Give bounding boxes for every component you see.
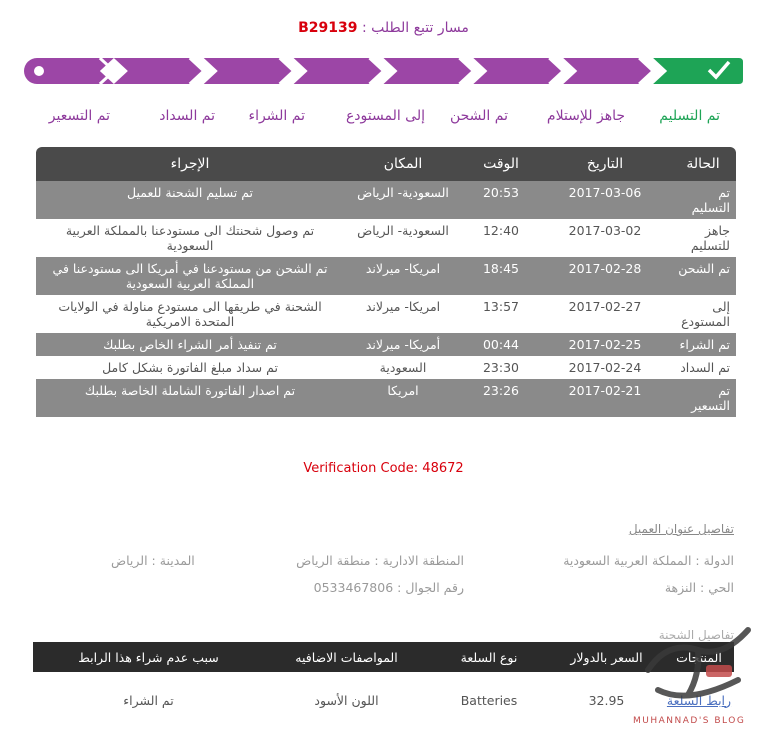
tracking-cell-time: 20:53 <box>462 181 540 219</box>
product-specs: اللون الأسود <box>314 692 379 708</box>
product-price: 32.95 <box>588 692 625 708</box>
tracking-cell-time: 13:57 <box>462 295 540 333</box>
tracking-row <box>36 257 736 295</box>
tracking-cell-status: تم التسليم <box>670 181 736 219</box>
progress-segment <box>653 58 743 84</box>
tracking-cell-status: تم الشراء <box>670 333 736 356</box>
tracking-cell-status: تم الشحن <box>670 257 736 295</box>
tracking-cell-status: تم السداد <box>670 356 736 379</box>
step-labels <box>30 108 730 128</box>
tracking-row <box>36 379 736 417</box>
col-date: التاريخ <box>540 147 670 181</box>
tracking-cell-time: 23:30 <box>462 356 540 379</box>
product-link[interactable]: رابط السلعة <box>666 692 732 708</box>
tracking-title-label: مسار تتبع الطلب : <box>361 20 469 36</box>
progress-segment <box>114 58 204 84</box>
step-to-warehouse: إلى المستودع <box>345 108 425 124</box>
order-code: B29139 <box>298 20 358 36</box>
tracking-cell-time: 00:44 <box>462 333 540 356</box>
tracking-cell-time: 23:26 <box>462 379 540 417</box>
tracking-cell-time: 18:45 <box>462 257 540 295</box>
tracking-cell-status: تم التسعير <box>670 379 736 417</box>
address-city: المدينة : الرياض <box>111 553 195 568</box>
tracking-cell-action: الشحنة في طريقها الى مستودع مناولة في الولايات المتحدة الامريكية <box>36 295 344 333</box>
product-reason: تم الشراء <box>123 692 174 708</box>
tracking-row <box>36 219 736 257</box>
col-reason: سبب عدم شراء هذا الرابط <box>33 642 264 672</box>
progress-segment <box>563 58 653 84</box>
tracking-cell-action: تم سداد مبلغ الفاتورة بشكل كامل <box>36 356 344 379</box>
tracking-cell-status: إلى المستودع <box>670 295 736 333</box>
col-products: المنتجات <box>664 642 734 672</box>
watermark-logo <box>628 610 763 728</box>
tracking-cell-place: أمريكا- ميرلاند <box>344 333 462 356</box>
shipment-title: تفاصيل الشحنة <box>658 628 734 642</box>
tracking-cell-time: 12:40 <box>462 219 540 257</box>
col-place: المكان <box>344 147 462 181</box>
progress-segment <box>384 58 474 84</box>
tracking-row <box>36 181 736 219</box>
step-purchased: تم الشراء <box>248 108 305 124</box>
tracking-cell-action: تم وصول شحنتك الى مستودعنا بالمملكة العربية السعودية <box>36 219 344 257</box>
tracking-cell-date: 2017-02-27 <box>540 295 670 333</box>
tracking-cell-date: 2017-03-06 <box>540 181 670 219</box>
tracking-row <box>36 356 736 379</box>
step-delivered: تم التسليم <box>659 108 720 124</box>
tracking-cell-action: تم الشحن من مستودعنا في أمريكا الى مستودعنا في المملكة العربية السعودية <box>36 257 344 295</box>
tracking-cell-date: 2017-02-28 <box>540 257 670 295</box>
verification-code: Verification Code: 48672 <box>303 461 464 476</box>
address-district: الحي : النزهة <box>664 580 734 595</box>
tracking-cell-status: جاهز للتسليم <box>670 219 736 257</box>
step-paid: تم السداد <box>159 108 215 124</box>
col-time: الوقت <box>462 147 540 181</box>
tracking-table <box>36 147 736 417</box>
progress-segment <box>473 58 563 84</box>
col-type: نوع السلعة <box>429 642 549 672</box>
tracking-cell-date: 2017-02-21 <box>540 379 670 417</box>
start-dot-icon <box>34 66 44 76</box>
tracking-cell-action: تم تسليم الشحنة للعميل <box>36 181 344 219</box>
watermark-text: MUHANNAD'S BLOG <box>633 716 746 726</box>
tracking-cell-action: تم تنفيذ أمر الشراء الخاص بطلبك <box>36 333 344 356</box>
progress-segment <box>204 58 294 84</box>
tracking-cell-action: تم اصدار الفاتورة الشاملة الخاصة بطلبك <box>36 379 344 417</box>
address-mobile: رقم الجوال : 0533467806 <box>313 580 464 595</box>
progress-bar <box>24 58 744 88</box>
tracking-cell-place: السعودية- الرياض <box>344 181 462 219</box>
address-region: المنطقة الادارية : منطقة الرياض <box>296 553 464 568</box>
tracking-cell-date: 2017-02-25 <box>540 333 670 356</box>
tracking-cell-place: امريكا <box>344 379 462 417</box>
col-specs: المواصفات الاضافيه <box>264 642 429 672</box>
progress-segment <box>294 58 384 84</box>
col-status: الحالة <box>670 147 736 181</box>
col-action: الإجراء <box>36 147 344 181</box>
col-price: السعر بالدولار <box>549 642 664 672</box>
tracking-cell-place: السعودية- الرياض <box>344 219 462 257</box>
address-country: الدولة : المملكة العربية السعودية <box>563 553 734 568</box>
tracking-cell-place: امريكا- ميرلاند <box>344 295 462 333</box>
tracking-title <box>0 20 767 36</box>
product-type: Batteries <box>460 692 518 708</box>
tracking-row <box>36 295 736 333</box>
address-title: تفاصيل عنوان العميل <box>628 522 734 536</box>
step-ready: جاهز للإستلام <box>546 108 625 124</box>
tracking-cell-place: امريكا- ميرلاند <box>344 257 462 295</box>
tracking-row <box>36 333 736 356</box>
tracking-cell-date: 2017-03-02 <box>540 219 670 257</box>
step-priced: تم التسعير <box>48 108 110 124</box>
tracking-cell-date: 2017-02-24 <box>540 356 670 379</box>
step-shipped: تم الشحن <box>449 108 508 124</box>
tracking-cell-place: السعودية <box>344 356 462 379</box>
